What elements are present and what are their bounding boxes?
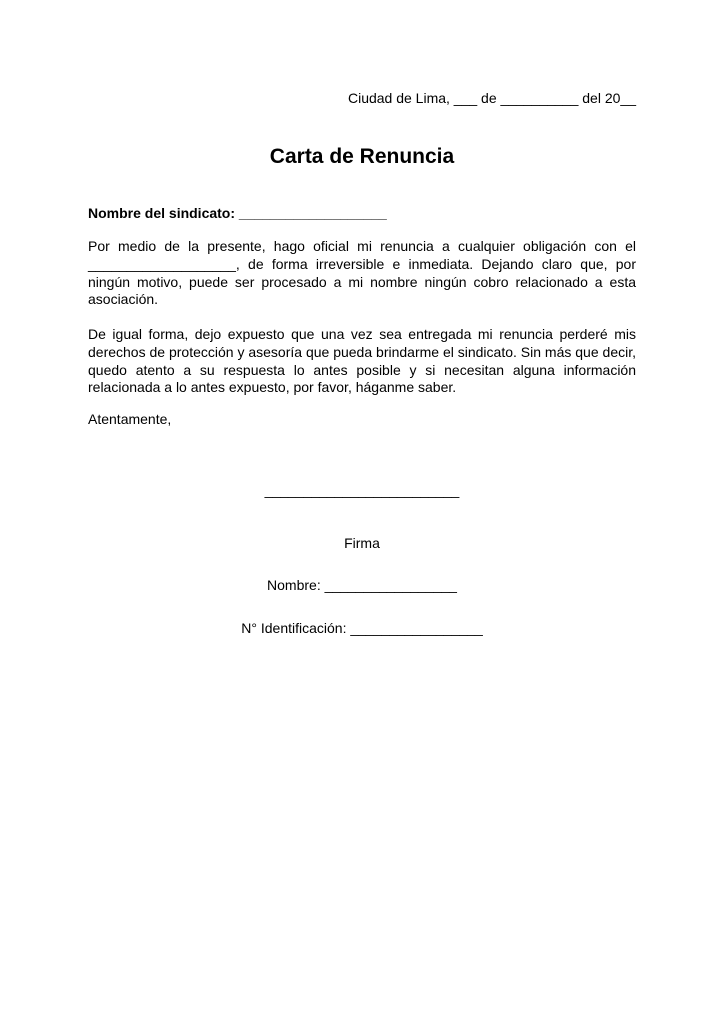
signature-line: _________________________ (264, 482, 460, 498)
signature-label: Firma (344, 535, 380, 551)
syndicate-name-line: Nombre del sindicato: ___________________ (88, 205, 387, 221)
paragraph-resignation: Por medio de la presente, hago oficial mi renuncia a cualquier obligación con el ___________________, de forma irreversible e inmediata. Dejando claro que, por ningún motivo, puede ser procesado a mi nombre ningún cobro relacionado a esta asociación. (88, 238, 636, 308)
document-title: Carta de Renuncia (269, 145, 455, 168)
signer-name-line: Nombre: _________________ (267, 577, 457, 593)
closing-salutation: Atentamente, (88, 411, 172, 427)
paragraph-rights: De igual forma, dejo expuesto que una vez sea entregada mi renuncia perderé mis derechos de protección y asesoría que pueda brindarme el sindicato. Sin más que decir, quedo atento a su respuesta lo antes posible y si necesitan alguna información relacionada a lo antes expuesto, por favor, háganme saber. (88, 326, 636, 396)
signer-id-line: N° Identificación: _________________ (241, 620, 483, 636)
date-line: Ciudad de Lima, ___ de __________ del 20__ (347, 90, 636, 106)
